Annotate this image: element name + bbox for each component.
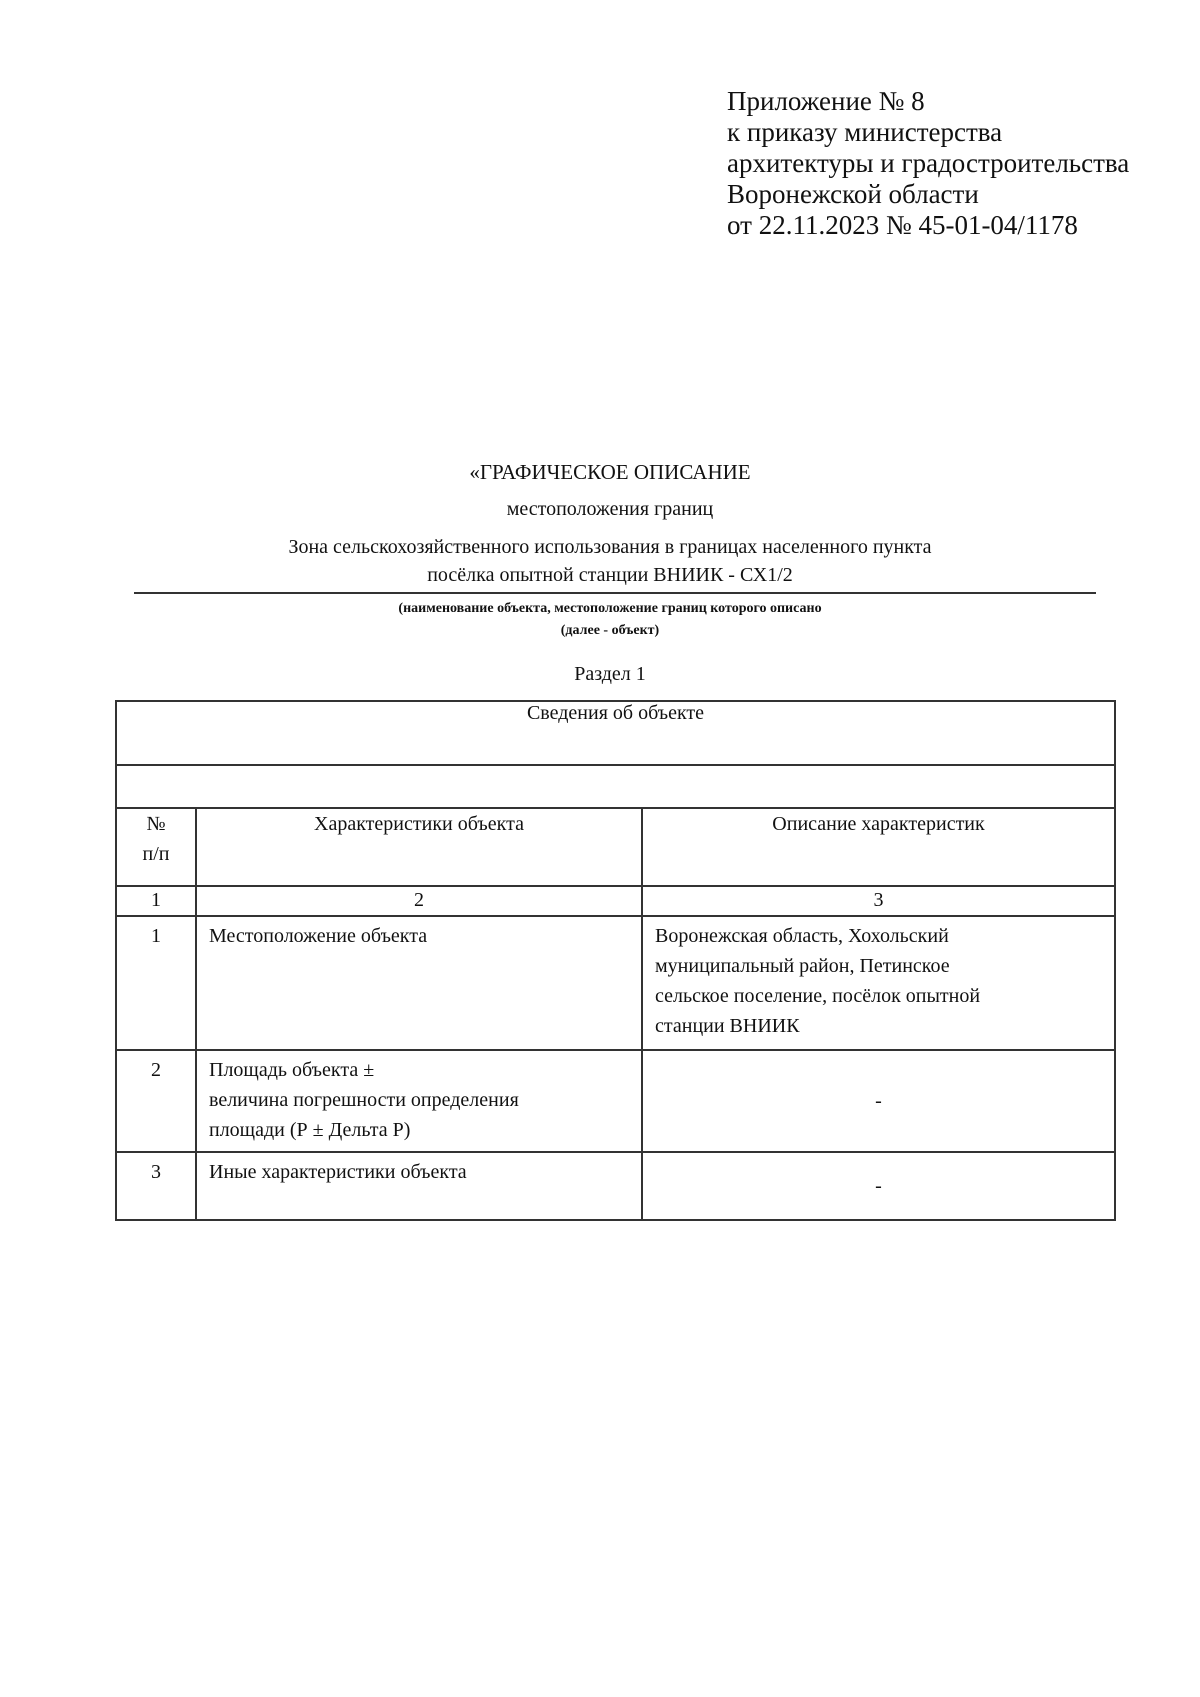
column-number: 1 bbox=[116, 886, 196, 916]
appendix-line: от 22.11.2023 № 45-01-04/1178 bbox=[727, 210, 1078, 240]
row-description: - bbox=[642, 1050, 1115, 1152]
table-row bbox=[116, 1152, 1115, 1220]
appendix-line: архитектуры и градостроительства bbox=[727, 148, 1130, 178]
table-column-headers bbox=[116, 808, 1115, 886]
appendix-block bbox=[727, 86, 1129, 241]
column-header-characteristics: Характеристики объекта bbox=[196, 808, 642, 886]
document-title: «ГРАФИЧЕСКОЕ ОПИСАНИЕ bbox=[469, 460, 751, 484]
column-header-num-line: п/п bbox=[142, 843, 170, 865]
object-caption bbox=[130, 598, 1090, 642]
table-blank-row bbox=[116, 765, 1115, 808]
description-line: Воронежская область, Хохольский bbox=[655, 925, 949, 947]
characteristic-line: величина погрешности определения bbox=[209, 1089, 519, 1111]
characteristic-line: Площадь объекта ± bbox=[209, 1059, 375, 1081]
column-header-num-line: № bbox=[146, 813, 166, 835]
column-number: 3 bbox=[642, 886, 1115, 916]
table-row bbox=[116, 1050, 1115, 1152]
row-characteristic bbox=[196, 1050, 642, 1152]
row-number: 2 bbox=[116, 1050, 196, 1152]
table-header: Сведения об объекте bbox=[116, 701, 1115, 765]
table-column-numbers bbox=[116, 886, 1115, 916]
column-number: 2 bbox=[196, 886, 642, 916]
row-characteristic: Местоположение объекта bbox=[196, 916, 642, 1050]
description-line: станции ВНИИК bbox=[655, 1015, 800, 1037]
document-subtitle: местоположения границ bbox=[506, 498, 714, 520]
column-header-description: Описание характеристик bbox=[642, 808, 1115, 886]
description-line: муниципальный район, Петинское bbox=[655, 955, 950, 977]
row-description: - bbox=[642, 1152, 1115, 1220]
description-line: сельское поселение, посёлок опытной bbox=[655, 985, 981, 1007]
object-name-underline bbox=[134, 592, 1096, 594]
table-blank-cell bbox=[116, 765, 1115, 808]
section-label: Раздел 1 bbox=[574, 663, 646, 685]
table-row bbox=[116, 916, 1115, 1050]
appendix-line: Воронежской области bbox=[727, 179, 979, 209]
row-number: 3 bbox=[116, 1152, 196, 1220]
caption-line: (наименование объекта, местоположение границ которого описано bbox=[398, 601, 822, 616]
appendix-line: Приложение № 8 bbox=[727, 86, 925, 116]
caption-line: (далее - объект) bbox=[560, 623, 660, 638]
row-description bbox=[642, 916, 1115, 1050]
object-name bbox=[130, 533, 1090, 589]
row-number: 1 bbox=[116, 916, 196, 1050]
object-name-line: посёлка опытной станции ВНИИК - СХ1/2 bbox=[427, 564, 793, 586]
characteristic-line: площади (Р ± Дельта Р) bbox=[209, 1119, 411, 1141]
table-header-row bbox=[116, 701, 1115, 765]
object-info-table bbox=[115, 700, 1116, 1221]
appendix-line: к приказу министерства bbox=[727, 117, 1003, 147]
object-name-line: Зона сельскохозяйственного использования в границах населенного пункта bbox=[288, 536, 932, 558]
column-header-num bbox=[116, 808, 196, 886]
row-characteristic: Иные характеристики объекта bbox=[196, 1152, 642, 1220]
